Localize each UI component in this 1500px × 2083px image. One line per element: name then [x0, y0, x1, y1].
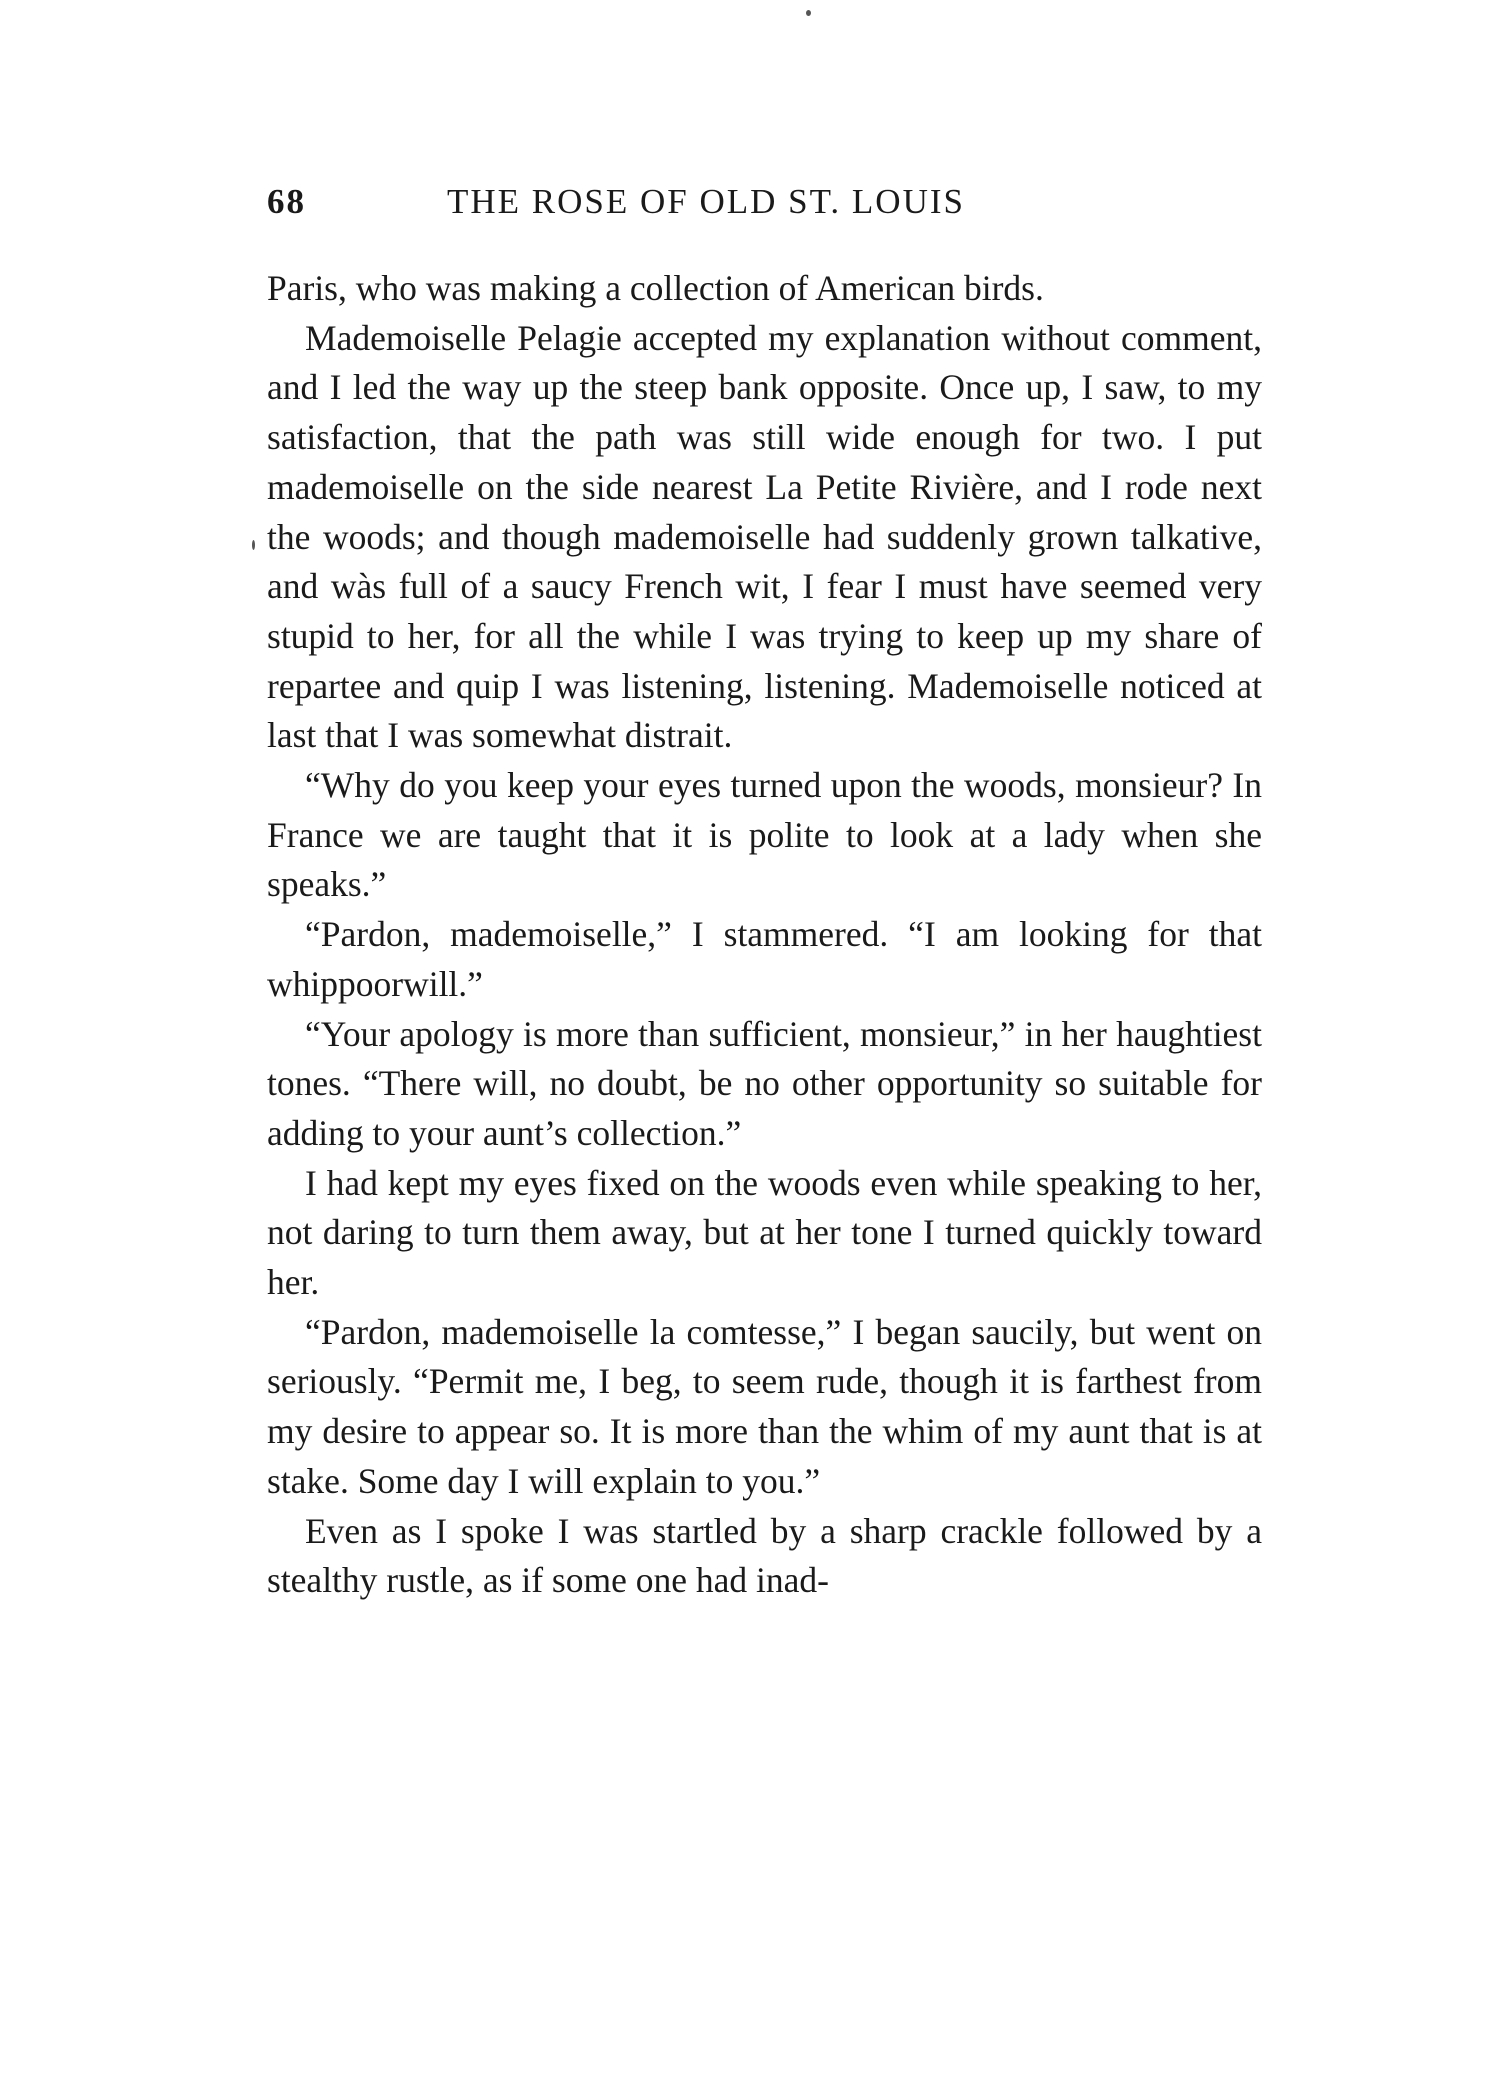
running-head	[267, 182, 1262, 232]
body-text	[267, 264, 1262, 1606]
paragraph-continued: Paris, who was making a collection of American birds.	[267, 268, 1044, 308]
running-title: THE ROSE OF OLD ST. LOUIS	[447, 182, 965, 221]
paragraph: “Why do you keep your eyes turned upon the woods, monsieur? In France we are taught that it is polite to look at a lady when she speaks.”	[267, 765, 1262, 905]
print-speck	[806, 10, 811, 16]
print-speck	[252, 540, 255, 550]
paragraph: “Pardon, mademoiselle,” I stammered. “I am looking for that whippoorwill.”	[267, 914, 1262, 1004]
paragraph: “Your apology is more than sufficient, monsieur,” in her haughtiest tones. “There will, no doubt, be no other opportunity so suitable for adding to your aunt’s collection.”	[267, 1013, 1262, 1153]
paragraph: Even as I spoke I was startled by a sharp crackle followed by a stealthy rustle, as if some one had inad-	[267, 1510, 1262, 1601]
paragraph: “Pardon, mademoiselle la comtesse,” I began saucily, but went on seriously. “Permit me, I beg, to seem rude, though it is farthest from my desire to appear so. It is more than the whim of my aunt that is at stake. Some day I will explain to you.”	[267, 1311, 1262, 1501]
paragraph: Mademoiselle Pelagie accepted my explanation without comment, and I led the way up the steep bank opposite. Once up, I saw, to my satisfaction, that the path was still wide enough for two. I put mademoiselle on the side nearest La Petite Rivière, and I rode next the woods; and though mademoiselle had suddenly grown talkative, and wàs full of a saucy French wit, I fear I must have seemed very stupid to her, for all the while I was trying to keep up my share of repartee and quip I was listening, listening. Mademoiselle noticed at last that I was somewhat distrait.	[267, 317, 1262, 756]
page-number: 68	[267, 182, 306, 221]
paragraph: I had kept my eyes fixed on the woods even while speaking to her, not daring to turn them away, but at her tone I turned quickly toward her.	[267, 1162, 1262, 1303]
